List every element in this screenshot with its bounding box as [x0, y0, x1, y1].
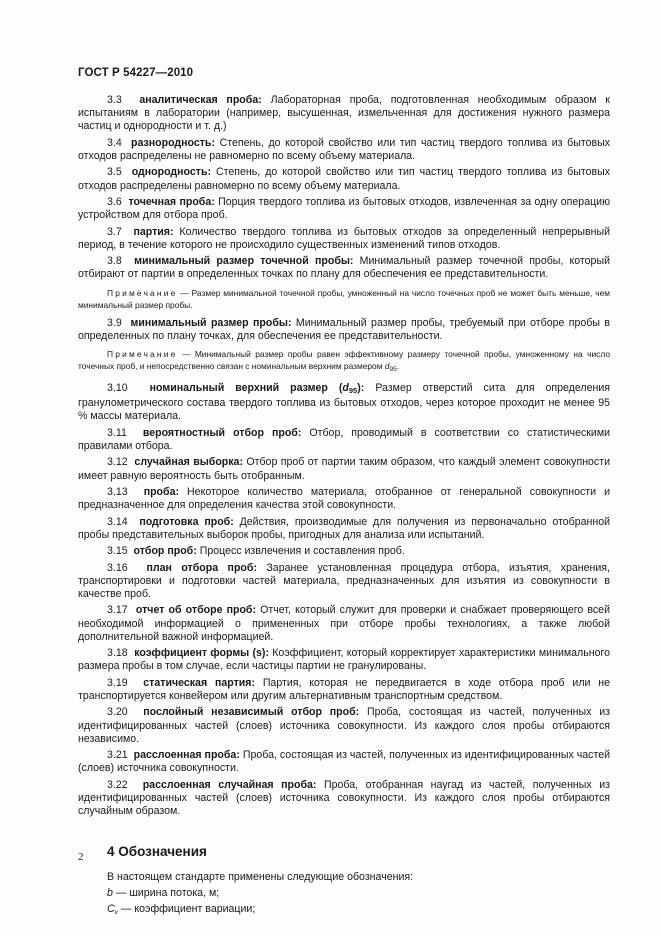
- note-3-9: Примечание — Минимальный размер пробы равен эффективному размеру точечной пробы, умноженному на число точечных проб, и непосредственно связан с номинальным верхним размером $d_{95}$.: [78, 348, 610, 373]
- section-4-intro: В настоящем стандарте применены следующие обозначения:: [107, 870, 414, 883]
- definition-3-18: 3.18 коэффициент формы (s): Коэффициент, который корректирует характеристики минимального размера пробы в том случае, если частицы партии не гранулированы.: [78, 647, 610, 673]
- term: расслоенная проба:: [133, 749, 240, 762]
- term: номинальный верхний размер $(d_{95})$:: [149, 381, 365, 395]
- definition-3-3: 3.3 аналитическая проба: Лабораторная проба, подготовленная необходимым образом к испытаниям в лаборатории (например, высушенная, измельченная для достижения нужного размера частиц и однородности и т. д.): [78, 94, 611, 133]
- term: статическая партия:: [143, 676, 255, 689]
- term: отбор проб:: [133, 545, 197, 558]
- definition-3-16: 3.16 план отбора проб: Заранее установленная процедура отбора, изъятия, хранения, транспортировки и подготовки частей материала, предназначенных для изъятия из совокупности в качестве проб.: [78, 561, 610, 600]
- term: проба:: [143, 485, 179, 498]
- definition-3-13: 3.13 проба: Некоторое количество материала, отобранное от генеральной совокупности и предназначенное для определения качества этой совокупности.: [78, 485, 610, 512]
- definition-3-17: 3.17 отчет об отборе проб: Отчет, который служит для проверки и снабжает проверяющего всей необходимой информацией о примененных при отборе пробы технологиях, а также любой дополнительной важной информацией.: [78, 604, 610, 643]
- term: вероятностный отбор проб:: [142, 426, 302, 439]
- term: партия:: [133, 225, 174, 238]
- definition-3-9: 3.9 минимальный размер пробы: Минимальный размер пробы, требуемый при отборе пробы в определенных по плану точках, для обеспечения ее представительности.: [78, 316, 610, 342]
- definition-3-5: 3.5 однородность: Степень, до которой свойство или тип частиц твердого топлива из бытовых отходов распределены равномерно по всему объему материала.: [78, 166, 611, 192]
- definition-3-8: 3.8 минимальный размер точечной пробы: Минимальный размер точечной пробы, который отбирают от партии в определенных точках по плану для обеспечения ее представительности.: [78, 255, 610, 281]
- definition-3-7: 3.7 партия: Количество твердого топлива из бытовых отходов за определенный непрерывный период, в течение которого не происходило существенных изменений типов отходов.: [78, 225, 610, 251]
- definition-3-20: 3.20 послойный независимый отбор проб: Проба, состоящая из частей, полученных из идентифицированных частей (слоев) источника совокупности. Из каждого слоя пробы отбираются независимо.: [78, 706, 610, 745]
- term: подготовка проб:: [139, 515, 234, 528]
- page-header-standard: ГОСТ Р 54227—2010: [78, 67, 194, 79]
- symbol-cv: Cv — коэффициент вариации;: [107, 903, 256, 917]
- term: послойный независимый отбор проб:: [143, 706, 360, 719]
- definition-3-10: 3.10 номинальный верхний размер $(d_{95})$: Размер отверстий сита для определения гранулометрического состава твердого топлива из бытовых отходов, через которое проходит не менее 95 % массы материала.: [78, 381, 610, 423]
- term: разнородность:: [130, 136, 215, 149]
- term: план отбора проб:: [146, 561, 257, 574]
- term: аналитическая проба:: [139, 94, 262, 106]
- symbol-b: b — ширина потока, м;: [107, 886, 220, 899]
- term: однородность:: [131, 166, 212, 179]
- section-4-title: 4 Обозначения: [107, 844, 207, 860]
- term: расслоенная случайная проба:: [142, 778, 317, 791]
- definition-3-6: 3.6 точечная проба: Порция твердого топлива из бытовых отходов, извлеченная за одну операцию устройством для отбора проб.: [78, 195, 611, 222]
- definition-3-11: 3.11 вероятностный отбор проб: Отбор, проводимый в соответствии со статистическими правилами отбора.: [78, 426, 611, 452]
- term: отчет об отборе проб:: [135, 604, 257, 617]
- note-label: Примечание: [107, 287, 178, 298]
- term: минимальный размер точечной пробы:: [134, 255, 354, 268]
- definition-3-12: 3.12 случайная выборка: Отбор проб от партии таким образом, что каждый элемент совокупности имеет равную вероятность быть отобранным.: [78, 456, 611, 482]
- definition-3-22: 3.22 расслоенная случайная проба: Проба, отобранная наугад из частей, полученных из идентифицированных частей (слоев) источника совокупности. Из каждого слоя пробы отбираются случайным образом.: [78, 778, 610, 818]
- term: случайная выборка:: [134, 456, 243, 469]
- term: точечная проба:: [128, 195, 215, 208]
- definition-3-19: 3.19 статическая партия: Партия, которая не передвигается в ходе отбора проб или не транспортируется конвейером или другим альтернативным транспортным средством.: [78, 676, 610, 702]
- definition-3-14: 3.14 подготовка проб: Действия, производимые для получения из первоначально отобранной пробы представительных выборок пробы, пригодных для анализа или испытаний.: [78, 515, 610, 541]
- term: коэффициент формы (s):: [134, 647, 269, 660]
- term: минимальный размер пробы:: [130, 316, 292, 329]
- definition-3-21: 3.21 расслоенная проба: Проба, состоящая из частей, полученных из идентифицированных частей (слоев) источника совокупности.: [78, 749, 610, 775]
- definition-3-15: 3.15 отбор проб: Процесс извлечения и составления проб.: [107, 545, 405, 558]
- definition-3-4: 3.4 разнородность: Степень, до которой свойство или тип частиц твердого топлива из бытовых отходов распределены не равномерно по всему объему материала.: [78, 136, 610, 162]
- note-label: Примечание: [107, 348, 178, 359]
- note-3-8: Примечание — Размер минимальной точечной пробы, умноженный на число точечных проб не может быть меньше, чем минимальный размер пробы.: [78, 287, 611, 310]
- document-body: [78, 94, 610, 923]
- page-number: 2: [78, 851, 84, 863]
